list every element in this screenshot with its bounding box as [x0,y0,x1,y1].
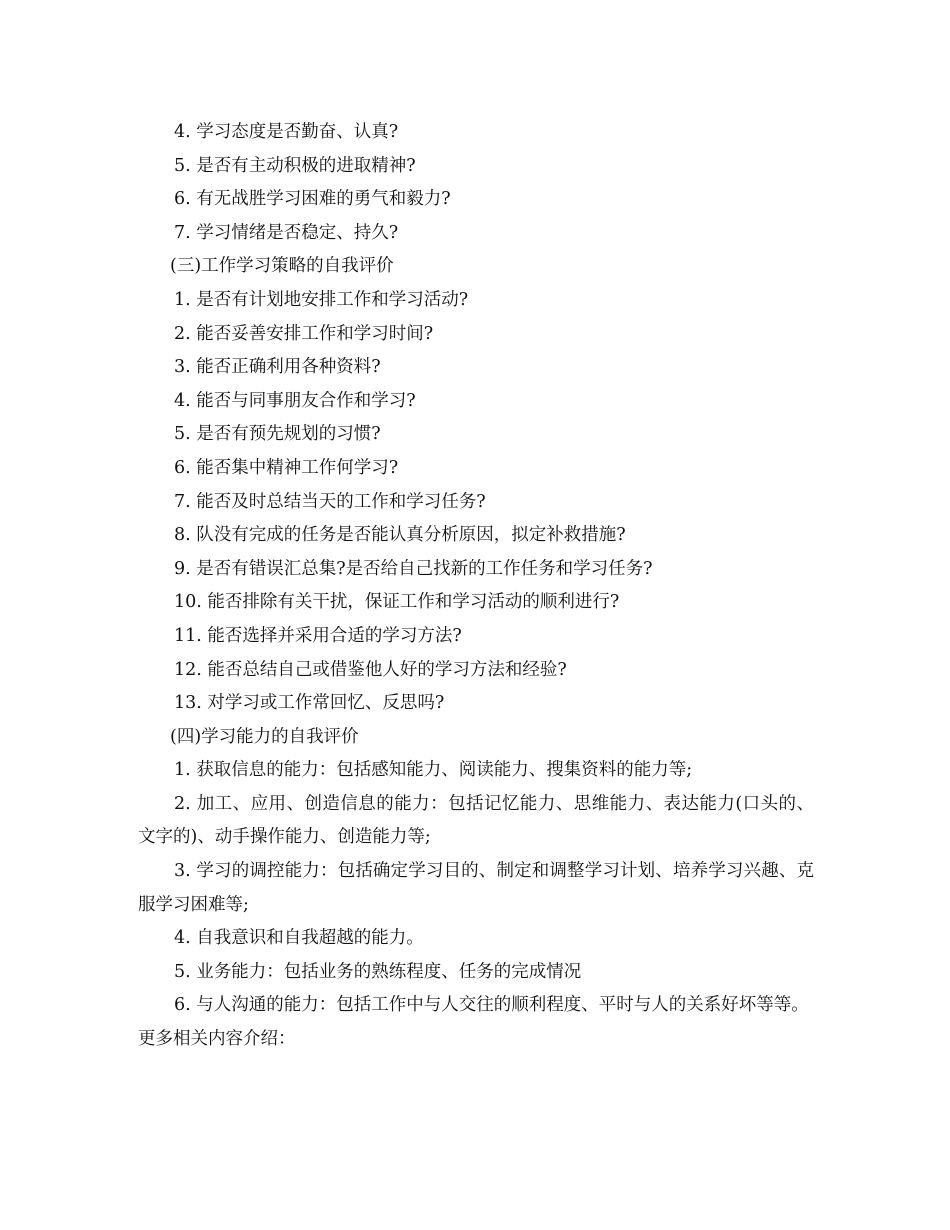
list-item: 5. 是否有预先规划的习惯? [174,424,381,445]
list-item: 13. 对学习或工作常回忆、反思吗? [174,693,445,714]
list-item: 9. 是否有错误汇总集?是否给自己找新的工作任务和学习任务? [174,558,653,579]
list-item: 7. 学习情绪是否稳定、持久? [174,222,399,243]
list-item: 4. 能否与同事朋友合作和学习? [174,390,416,411]
list-item: 6. 有无战胜学习困难的勇气和毅力? [174,189,451,210]
list-item: 6. 与人沟通的能力：包括工作中与人交往的顺利程度、平时与人的关系好坏等等。 [174,995,809,1016]
list-item: 1. 是否有计划地安排工作和学习活动? [174,289,469,310]
more-content-label: 更多相关内容介绍： [138,1029,296,1050]
list-item: 4. 学习态度是否勤奋、认真? [174,122,399,142]
list-item: 12. 能否总结自己或借鉴他人好的学习方法和经验? [174,659,567,680]
list-item: 5. 是否有主动积极的进取精神? [174,155,416,176]
list-item: 6. 能否集中精神工作何学习? [174,457,399,478]
list-item: 2. 加工、应用、创造信息的能力：包括记忆能力、思维能力、表达能力(口头的、文字的)、动手操作能力、创造能力等; [138,793,814,848]
list-item: 3. 学习的调控能力：包括确定学习目的、制定和调整学习计划、培养学习兴趣、克服学习困难等; [138,861,814,915]
list-item: 2. 能否妥善安排工作和学习时间? [174,323,434,344]
list-item: 1. 获取信息的能力：包括感知能力、阅读能力、搜集资料的能力等; [174,760,693,781]
list-item: 11. 能否选择并采用合适的学习方法? [174,625,462,646]
list-item: 3. 能否正确利用各种资料? [174,357,381,378]
list-item: 7. 能否及时总结当天的工作和学习任务? [174,491,486,512]
document-body [138,116,814,1057]
section-heading: (四)学习能力的自我评价 [170,726,359,747]
list-item: 10. 能否排除有关干扰，保证工作和学习活动的顺利进行? [174,592,620,613]
list-item: 4. 自我意识和自我超越的能力。 [174,928,424,949]
section-heading: (三)工作学习策略的自我评价 [170,256,394,277]
list-item: 8. 队没有完成的任务是否能认真分析原因，拟定补救措施? [174,525,626,546]
list-item: 5. 业务能力：包括业务的熟练程度、任务的完成情况 [174,961,582,982]
